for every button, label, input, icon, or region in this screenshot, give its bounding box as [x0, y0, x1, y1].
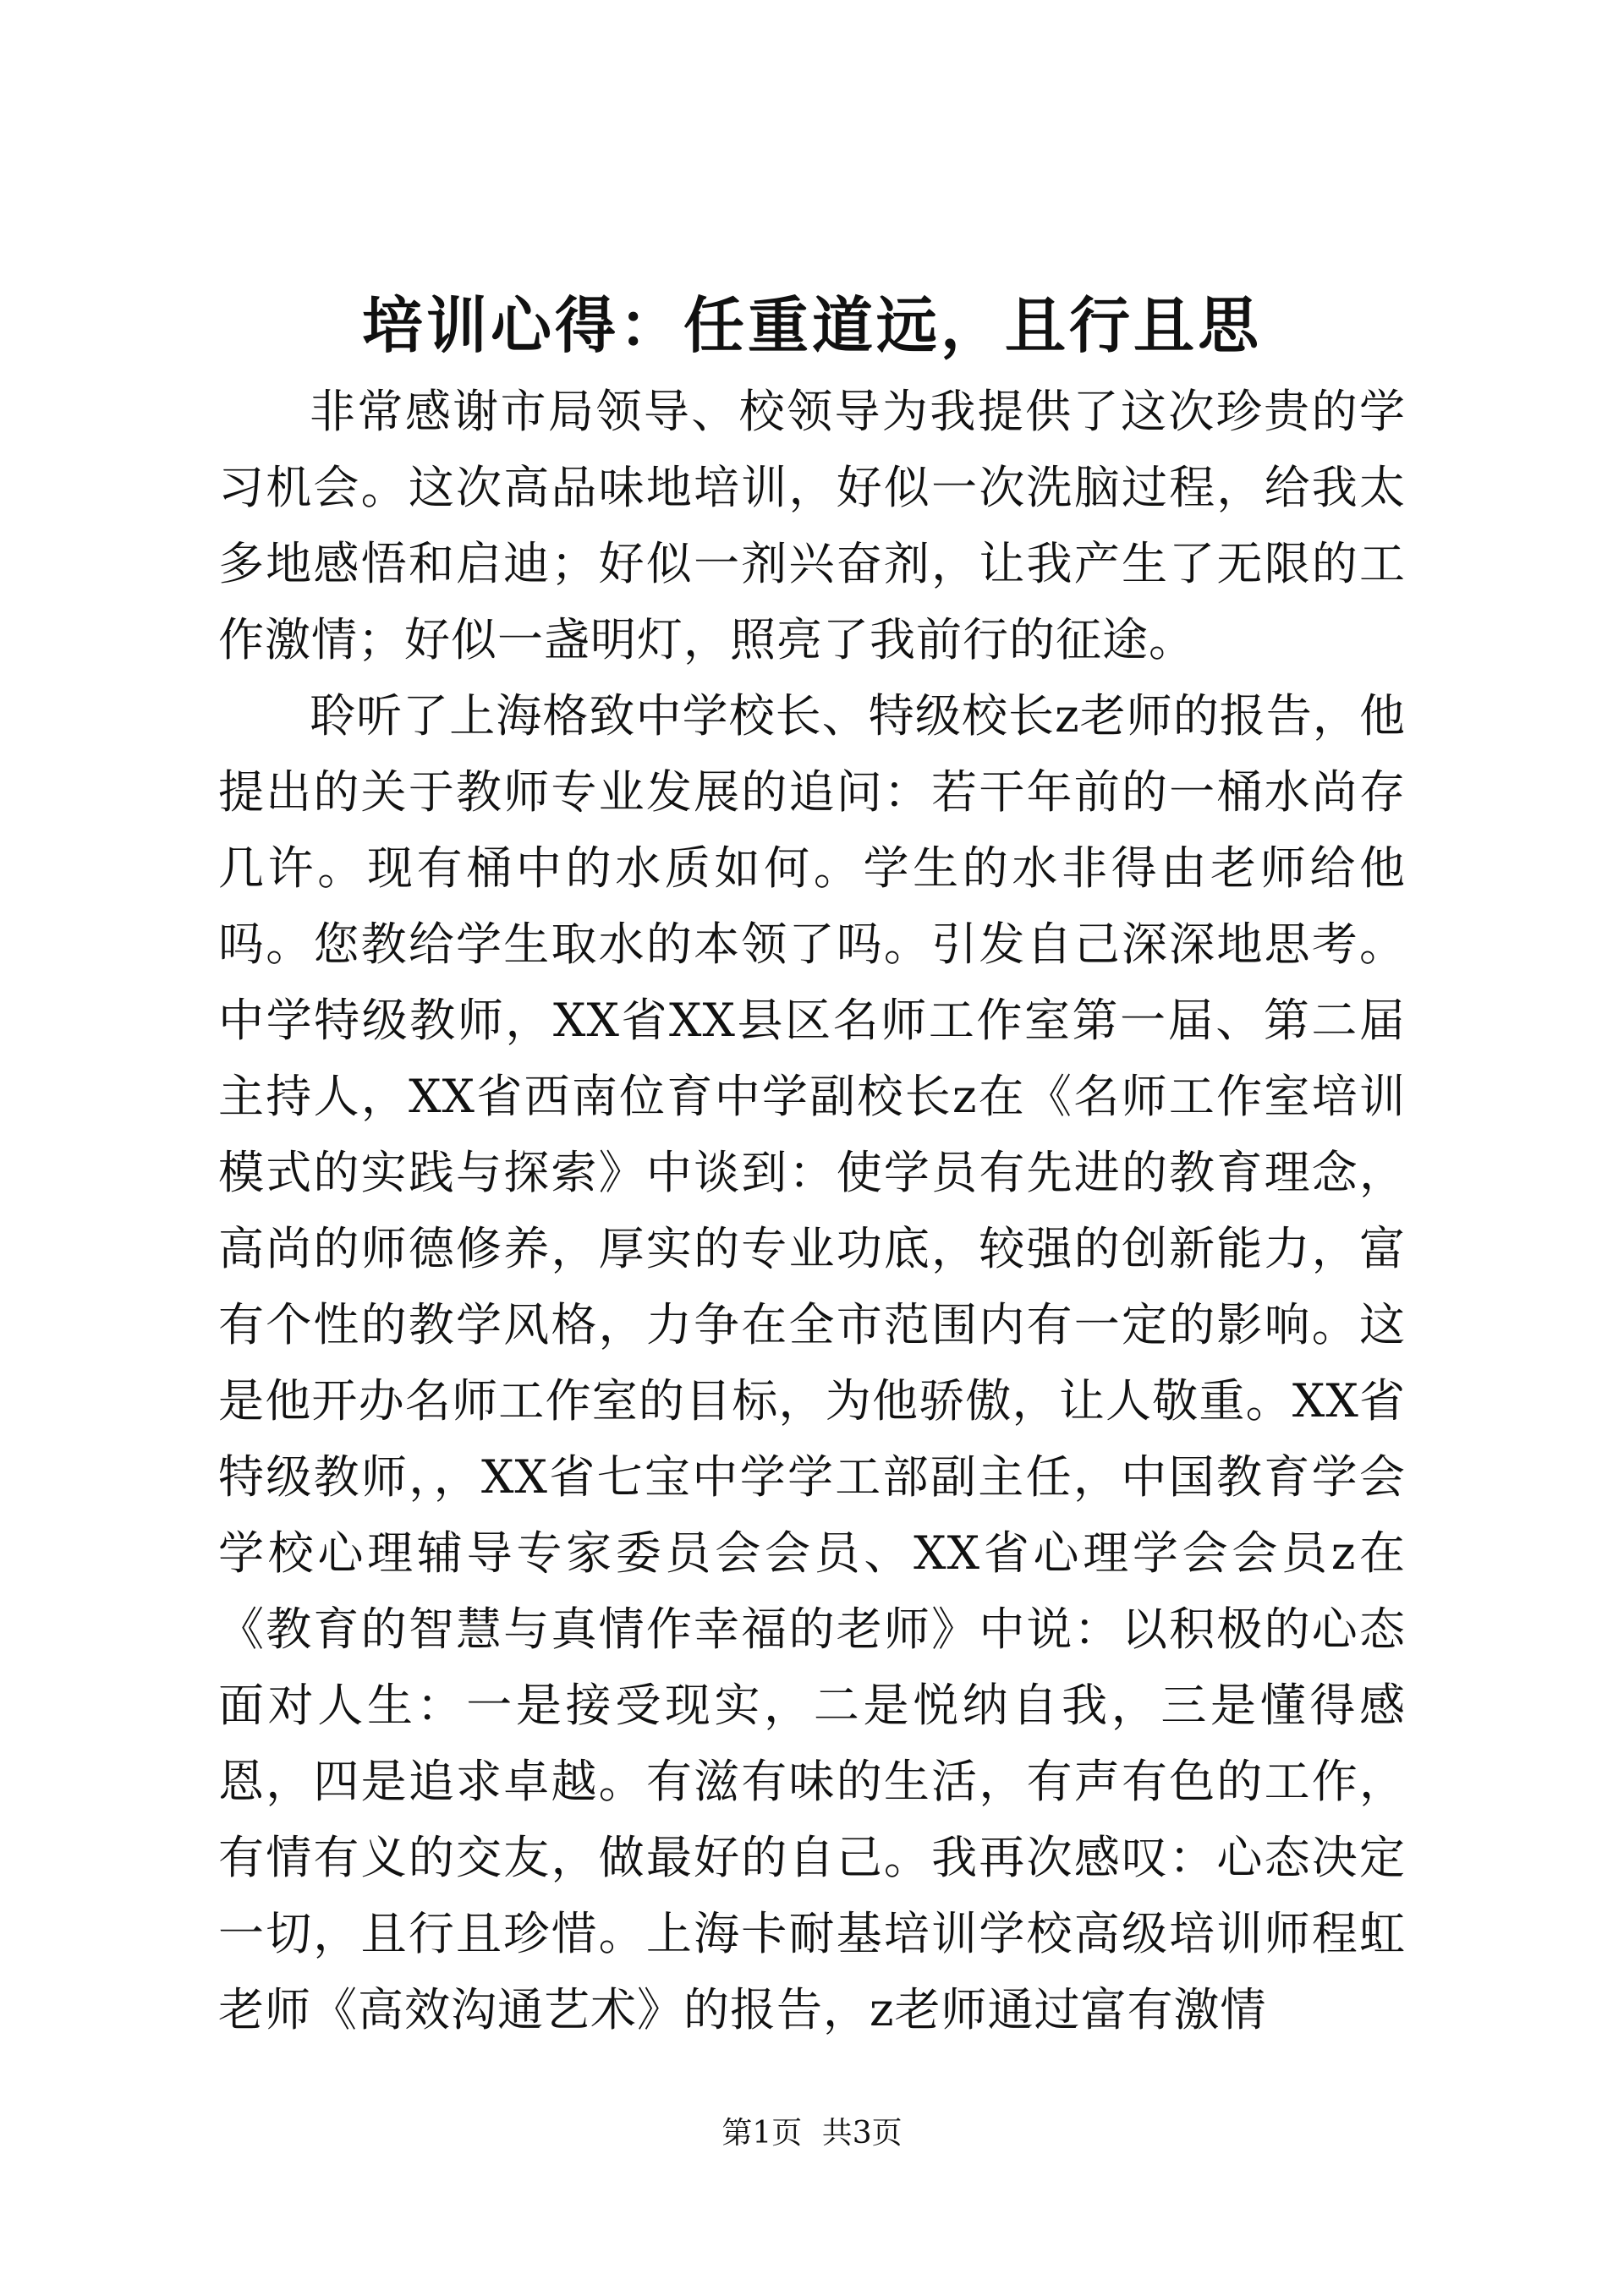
page-total: 共3页: [821, 2116, 903, 2151]
page-number: 第1页: [721, 2116, 803, 2151]
document-title: 培训心得：任重道远，且行且思: [361, 289, 1262, 361]
paragraph-2: 聆听了上海格致中学校长、特级校长z老师的报告，他提出的关于教师专业发展的追问：若干年前的一桶水尚存几许。现有桶中的水质如何。学生的水非得由老师给他吗。您教给学生取水的本领了吗。引发自己深深地思考。中学特级教师，XX省XX县区名师工作室第一届、第二届主持人，XX省西南位育中学副校长z在《名师工作室培训模式的实践与探索》中谈到：使学员有先进的教育理念，高尚的师德修养，厚实的专业功底，较强的创新能力，富有个性的教学风格，力争在全市范围内有一定的影响。这是他开办名师工作室的目标，为他骄傲，让人敬重。XX省特级教师，，XX省七宝中学学工部副主任，中国教育学会学校心理辅导专家委员会会员、XX省心理学会会员z在《教育的智慧与真情作幸福的老师》中说：以积极的心态面对人生：一是接受现实，二是悦纳自我，三是懂得感恩，四是追求卓越。有滋有味的生活，有声有色的工作，有情有义的交友，做最好的自己。我再次感叹：心态决定一切，且行且珍惜。上海卡耐基培训学校高级培训师程虹老师《高效沟通艺术》的报告，z老师通过富有激情: [218, 689, 1406, 2036]
page-footer: [0, 2112, 1624, 2155]
document-body: [218, 374, 1406, 2048]
paragraph-1: 非常感谢市局领导、校领导为我提供了这次珍贵的学习机会。这次高品味地培训，好似一次洗脑过程，给我太多地感悟和启迪；好似一剂兴奋剂，让我产生了无限的工作激情；好似一盏明灯，照亮了我前行的征途。: [218, 385, 1406, 666]
